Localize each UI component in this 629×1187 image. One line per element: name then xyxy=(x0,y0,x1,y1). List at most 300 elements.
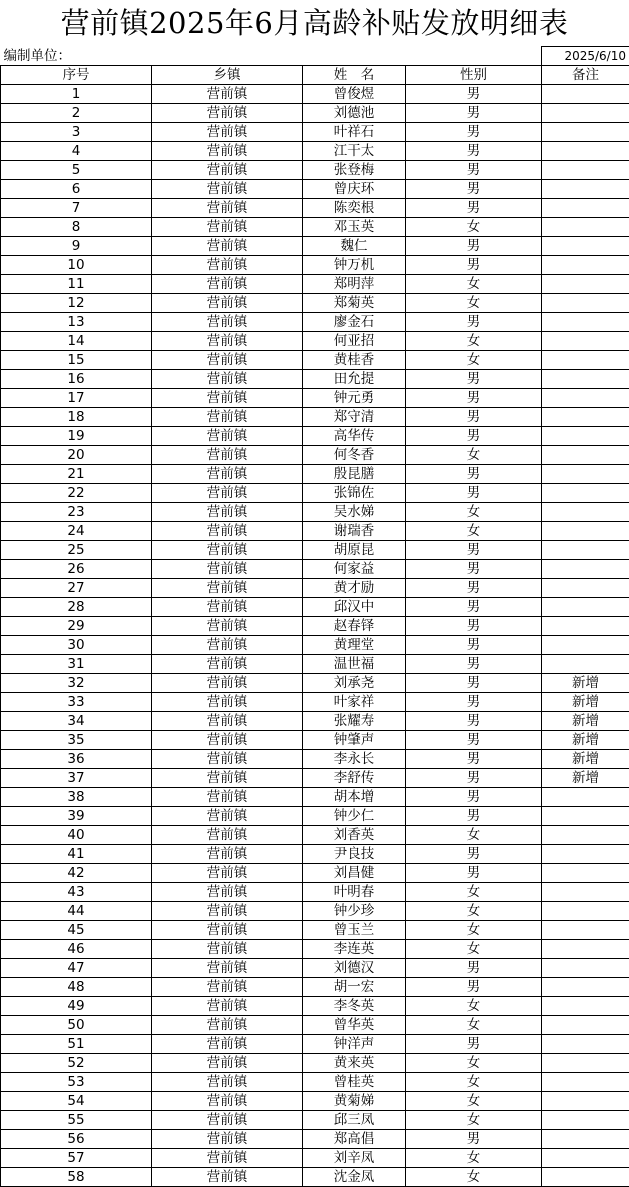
cell-no: 27 xyxy=(1,579,152,598)
cell-name: 曾华英 xyxy=(303,1016,406,1035)
cell-gender: 男 xyxy=(406,199,542,218)
table-row xyxy=(1,655,629,674)
cell-no: 10 xyxy=(1,256,152,275)
cell-town: 营前镇 xyxy=(152,218,303,237)
cell-town: 营前镇 xyxy=(152,959,303,978)
table-row xyxy=(1,370,629,389)
cell-gender: 男 xyxy=(406,731,542,750)
cell-name: 邱三凤 xyxy=(303,1111,406,1130)
cell-gender: 女 xyxy=(406,883,542,902)
cell-gender: 男 xyxy=(406,560,542,579)
cell-no: 31 xyxy=(1,655,152,674)
cell-name: 高华传 xyxy=(303,427,406,446)
cell-town: 营前镇 xyxy=(152,731,303,750)
table-row xyxy=(1,883,629,902)
cell-no: 34 xyxy=(1,712,152,731)
cell-note xyxy=(542,636,629,655)
cell-town: 营前镇 xyxy=(152,1168,303,1187)
cell-name: 李冬英 xyxy=(303,997,406,1016)
cell-gender: 男 xyxy=(406,161,542,180)
cell-no: 12 xyxy=(1,294,152,313)
cell-gender: 男 xyxy=(406,845,542,864)
cell-gender: 男 xyxy=(406,123,542,142)
cell-gender: 男 xyxy=(406,256,542,275)
cell-name: 张登梅 xyxy=(303,161,406,180)
cell-no: 49 xyxy=(1,997,152,1016)
table-row xyxy=(1,1054,629,1073)
meta-row xyxy=(1,47,629,66)
cell-gender: 男 xyxy=(406,807,542,826)
cell-name: 叶家祥 xyxy=(303,693,406,712)
table-row xyxy=(1,465,629,484)
cell-no: 38 xyxy=(1,788,152,807)
cell-note xyxy=(542,123,629,142)
table-row xyxy=(1,1111,629,1130)
cell-name: 李永长 xyxy=(303,750,406,769)
cell-note xyxy=(542,845,629,864)
cell-note xyxy=(542,161,629,180)
cell-town: 营前镇 xyxy=(152,104,303,123)
cell-note xyxy=(542,256,629,275)
table-row xyxy=(1,693,629,712)
cell-note xyxy=(542,294,629,313)
cell-no: 53 xyxy=(1,1073,152,1092)
cell-town: 营前镇 xyxy=(152,769,303,788)
cell-gender: 男 xyxy=(406,750,542,769)
cell-gender: 男 xyxy=(406,408,542,427)
cell-name: 钟元勇 xyxy=(303,389,406,408)
cell-town: 营前镇 xyxy=(152,864,303,883)
cell-no: 40 xyxy=(1,826,152,845)
cell-no: 28 xyxy=(1,598,152,617)
cell-town: 营前镇 xyxy=(152,693,303,712)
table-row xyxy=(1,218,629,237)
table-row xyxy=(1,123,629,142)
cell-note: 新增 xyxy=(542,769,629,788)
table-row xyxy=(1,617,629,636)
cell-no: 8 xyxy=(1,218,152,237)
cell-no: 21 xyxy=(1,465,152,484)
cell-no: 14 xyxy=(1,332,152,351)
cell-gender: 男 xyxy=(406,978,542,997)
table-row xyxy=(1,1073,629,1092)
cell-name: 郑明萍 xyxy=(303,275,406,294)
cell-no: 5 xyxy=(1,161,152,180)
cell-gender: 男 xyxy=(406,370,542,389)
cell-town: 营前镇 xyxy=(152,256,303,275)
cell-gender: 女 xyxy=(406,902,542,921)
cell-note xyxy=(542,522,629,541)
cell-town: 营前镇 xyxy=(152,1054,303,1073)
cell-note xyxy=(542,199,629,218)
table-row xyxy=(1,788,629,807)
cell-town: 营前镇 xyxy=(152,408,303,427)
cell-name: 尹良技 xyxy=(303,845,406,864)
cell-note xyxy=(542,1092,629,1111)
cell-no: 9 xyxy=(1,237,152,256)
cell-name: 何亚招 xyxy=(303,332,406,351)
cell-note xyxy=(542,807,629,826)
cell-gender: 女 xyxy=(406,294,542,313)
cell-no: 15 xyxy=(1,351,152,370)
cell-note xyxy=(542,1054,629,1073)
cell-name: 邓玉英 xyxy=(303,218,406,237)
cell-name: 钟肇声 xyxy=(303,731,406,750)
cell-no: 45 xyxy=(1,921,152,940)
table-row xyxy=(1,142,629,161)
table-row xyxy=(1,503,629,522)
cell-note xyxy=(542,1111,629,1130)
cell-no: 7 xyxy=(1,199,152,218)
header-name: 姓 名 xyxy=(303,66,406,85)
table-row xyxy=(1,864,629,883)
table-row xyxy=(1,351,629,370)
cell-town: 营前镇 xyxy=(152,845,303,864)
header-note: 备注 xyxy=(542,66,629,85)
cell-note xyxy=(542,237,629,256)
cell-gender: 男 xyxy=(406,427,542,446)
cell-town: 营前镇 xyxy=(152,883,303,902)
cell-note xyxy=(542,180,629,199)
cell-town: 营前镇 xyxy=(152,85,303,104)
cell-note xyxy=(542,1016,629,1035)
table-row xyxy=(1,294,629,313)
cell-note xyxy=(542,959,629,978)
cell-name: 刘承尧 xyxy=(303,674,406,693)
cell-town: 营前镇 xyxy=(152,940,303,959)
cell-town: 营前镇 xyxy=(152,1149,303,1168)
cell-note xyxy=(542,579,629,598)
cell-no: 46 xyxy=(1,940,152,959)
cell-gender: 男 xyxy=(406,579,542,598)
cell-no: 1 xyxy=(1,85,152,104)
table-row xyxy=(1,85,629,104)
cell-note xyxy=(542,598,629,617)
cell-note xyxy=(542,940,629,959)
cell-note xyxy=(542,465,629,484)
cell-town: 营前镇 xyxy=(152,902,303,921)
cell-note: 新增 xyxy=(542,731,629,750)
header-no: 序号 xyxy=(1,66,152,85)
cell-note xyxy=(542,484,629,503)
cell-name: 张锦佐 xyxy=(303,484,406,503)
cell-gender: 女 xyxy=(406,351,542,370)
cell-gender: 男 xyxy=(406,237,542,256)
cell-note xyxy=(542,978,629,997)
cell-note xyxy=(542,446,629,465)
cell-town: 营前镇 xyxy=(152,237,303,256)
cell-name: 黄才励 xyxy=(303,579,406,598)
cell-note xyxy=(542,788,629,807)
date-cell: 2025/6/10 xyxy=(542,47,629,66)
cell-no: 6 xyxy=(1,180,152,199)
cell-town: 营前镇 xyxy=(152,294,303,313)
cell-town: 营前镇 xyxy=(152,199,303,218)
cell-note xyxy=(542,560,629,579)
cell-gender: 女 xyxy=(406,332,542,351)
cell-no: 23 xyxy=(1,503,152,522)
cell-town: 营前镇 xyxy=(152,807,303,826)
cell-gender: 男 xyxy=(406,769,542,788)
cell-no: 29 xyxy=(1,617,152,636)
table-row xyxy=(1,560,629,579)
cell-name: 钟洋声 xyxy=(303,1035,406,1054)
cell-name: 黄菊娣 xyxy=(303,1092,406,1111)
cell-town: 营前镇 xyxy=(152,636,303,655)
cell-name: 郑菊英 xyxy=(303,294,406,313)
cell-gender: 女 xyxy=(406,921,542,940)
cell-town: 营前镇 xyxy=(152,1016,303,1035)
cell-no: 44 xyxy=(1,902,152,921)
cell-no: 2 xyxy=(1,104,152,123)
table-row xyxy=(1,256,629,275)
cell-gender: 男 xyxy=(406,389,542,408)
cell-no: 43 xyxy=(1,883,152,902)
cell-gender: 女 xyxy=(406,218,542,237)
cell-note xyxy=(542,408,629,427)
cell-town: 营前镇 xyxy=(152,389,303,408)
cell-name: 刘辛凤 xyxy=(303,1149,406,1168)
cell-name: 刘香英 xyxy=(303,826,406,845)
cell-gender: 女 xyxy=(406,1168,542,1187)
table-row xyxy=(1,959,629,978)
cell-town: 营前镇 xyxy=(152,750,303,769)
table-row xyxy=(1,104,629,123)
cell-no: 36 xyxy=(1,750,152,769)
cell-no: 58 xyxy=(1,1168,152,1187)
cell-note xyxy=(542,1130,629,1149)
cell-name: 李舒传 xyxy=(303,769,406,788)
cell-town: 营前镇 xyxy=(152,313,303,332)
cell-gender: 男 xyxy=(406,313,542,332)
table-row xyxy=(1,921,629,940)
cell-town: 营前镇 xyxy=(152,1073,303,1092)
cell-no: 51 xyxy=(1,1035,152,1054)
cell-town: 营前镇 xyxy=(152,560,303,579)
cell-name: 郑高倡 xyxy=(303,1130,406,1149)
cell-gender: 女 xyxy=(406,522,542,541)
table-row xyxy=(1,541,629,560)
cell-name: 叶明春 xyxy=(303,883,406,902)
cell-name: 钟少仁 xyxy=(303,807,406,826)
cell-gender: 女 xyxy=(406,1073,542,1092)
cell-gender: 女 xyxy=(406,826,542,845)
cell-town: 营前镇 xyxy=(152,370,303,389)
cell-note xyxy=(542,104,629,123)
table-row xyxy=(1,199,629,218)
cell-gender: 男 xyxy=(406,788,542,807)
cell-name: 殷昆膳 xyxy=(303,465,406,484)
sheet-title: 营前镇2025年6月高龄补贴发放明细表 xyxy=(0,0,629,46)
table-row xyxy=(1,712,629,731)
cell-town: 营前镇 xyxy=(152,674,303,693)
cell-no: 18 xyxy=(1,408,152,427)
cell-note xyxy=(542,389,629,408)
cell-town: 营前镇 xyxy=(152,142,303,161)
cell-no: 16 xyxy=(1,370,152,389)
cell-name: 黄来英 xyxy=(303,1054,406,1073)
cell-name: 胡原昆 xyxy=(303,541,406,560)
table-row xyxy=(1,598,629,617)
cell-no: 54 xyxy=(1,1092,152,1111)
cell-note xyxy=(542,85,629,104)
cell-name: 江干太 xyxy=(303,142,406,161)
table-row xyxy=(1,1168,629,1187)
table-row xyxy=(1,389,629,408)
table-row xyxy=(1,826,629,845)
cell-town: 营前镇 xyxy=(152,1130,303,1149)
cell-town: 营前镇 xyxy=(152,921,303,940)
cell-gender: 女 xyxy=(406,1111,542,1130)
cell-town: 营前镇 xyxy=(152,1035,303,1054)
table-row xyxy=(1,332,629,351)
cell-note: 新增 xyxy=(542,674,629,693)
cell-no: 26 xyxy=(1,560,152,579)
cell-town: 营前镇 xyxy=(152,978,303,997)
cell-name: 邱汉中 xyxy=(303,598,406,617)
cell-name: 曾桂英 xyxy=(303,1073,406,1092)
cell-gender: 男 xyxy=(406,1130,542,1149)
cell-no: 4 xyxy=(1,142,152,161)
cell-name: 郑守清 xyxy=(303,408,406,427)
cell-name: 田允提 xyxy=(303,370,406,389)
cell-name: 吴水娣 xyxy=(303,503,406,522)
cell-no: 20 xyxy=(1,446,152,465)
cell-no: 50 xyxy=(1,1016,152,1035)
cell-no: 30 xyxy=(1,636,152,655)
cell-town: 营前镇 xyxy=(152,503,303,522)
cell-gender: 女 xyxy=(406,1092,542,1111)
cell-gender: 男 xyxy=(406,180,542,199)
cell-no: 25 xyxy=(1,541,152,560)
cell-gender: 女 xyxy=(406,503,542,522)
cell-name: 何冬香 xyxy=(303,446,406,465)
cell-name: 钟万机 xyxy=(303,256,406,275)
cell-note xyxy=(542,370,629,389)
cell-note xyxy=(542,218,629,237)
table-row xyxy=(1,940,629,959)
cell-name: 赵春铎 xyxy=(303,617,406,636)
table-row xyxy=(1,1130,629,1149)
table-row xyxy=(1,1092,629,1111)
cell-name: 叶祥石 xyxy=(303,123,406,142)
cell-gender: 男 xyxy=(406,142,542,161)
cell-note xyxy=(542,332,629,351)
table-row xyxy=(1,731,629,750)
header-gender: 性别 xyxy=(406,66,542,85)
cell-gender: 男 xyxy=(406,693,542,712)
cell-gender: 男 xyxy=(406,1035,542,1054)
cell-name: 钟少珍 xyxy=(303,902,406,921)
table-row xyxy=(1,1016,629,1035)
cell-no: 17 xyxy=(1,389,152,408)
cell-no: 33 xyxy=(1,693,152,712)
cell-no: 47 xyxy=(1,959,152,978)
header-town: 乡镇 xyxy=(152,66,303,85)
cell-town: 营前镇 xyxy=(152,180,303,199)
cell-no: 3 xyxy=(1,123,152,142)
cell-name: 曾玉兰 xyxy=(303,921,406,940)
cell-gender: 男 xyxy=(406,655,542,674)
cell-note xyxy=(542,826,629,845)
cell-town: 营前镇 xyxy=(152,161,303,180)
cell-note xyxy=(542,1035,629,1054)
cell-town: 营前镇 xyxy=(152,522,303,541)
cell-town: 营前镇 xyxy=(152,788,303,807)
table-row xyxy=(1,579,629,598)
cell-no: 24 xyxy=(1,522,152,541)
cell-gender: 女 xyxy=(406,940,542,959)
cell-note xyxy=(542,503,629,522)
table-row xyxy=(1,180,629,199)
cell-name: 曾俊煜 xyxy=(303,85,406,104)
table-row xyxy=(1,446,629,465)
cell-name: 黄桂香 xyxy=(303,351,406,370)
cell-name: 曾庆环 xyxy=(303,180,406,199)
cell-town: 营前镇 xyxy=(152,427,303,446)
unit-label: 编制单位： xyxy=(1,47,406,66)
cell-note xyxy=(542,655,629,674)
cell-note: 新增 xyxy=(542,750,629,769)
cell-name: 李连英 xyxy=(303,940,406,959)
table-row xyxy=(1,313,629,332)
cell-no: 41 xyxy=(1,845,152,864)
cell-no: 35 xyxy=(1,731,152,750)
cell-no: 19 xyxy=(1,427,152,446)
cell-name: 刘德池 xyxy=(303,104,406,123)
cell-town: 营前镇 xyxy=(152,484,303,503)
table-row xyxy=(1,636,629,655)
table-row xyxy=(1,845,629,864)
cell-no: 55 xyxy=(1,1111,152,1130)
table-row xyxy=(1,522,629,541)
cell-note xyxy=(542,142,629,161)
cell-gender: 女 xyxy=(406,1016,542,1035)
cell-gender: 男 xyxy=(406,85,542,104)
cell-note: 新增 xyxy=(542,712,629,731)
cell-town: 营前镇 xyxy=(152,712,303,731)
cell-town: 营前镇 xyxy=(152,332,303,351)
cell-gender: 男 xyxy=(406,864,542,883)
meta-empty-cell xyxy=(406,47,542,66)
cell-name: 沈金凤 xyxy=(303,1168,406,1187)
cell-gender: 男 xyxy=(406,674,542,693)
cell-gender: 女 xyxy=(406,446,542,465)
cell-gender: 男 xyxy=(406,636,542,655)
cell-note xyxy=(542,1168,629,1187)
cell-town: 营前镇 xyxy=(152,123,303,142)
cell-name: 黄理堂 xyxy=(303,636,406,655)
table-row xyxy=(1,161,629,180)
cell-name: 温世福 xyxy=(303,655,406,674)
cell-gender: 男 xyxy=(406,484,542,503)
table-row xyxy=(1,408,629,427)
table-row xyxy=(1,275,629,294)
cell-name: 刘昌健 xyxy=(303,864,406,883)
header-row xyxy=(1,66,629,85)
table-row xyxy=(1,237,629,256)
table-row xyxy=(1,807,629,826)
cell-gender: 女 xyxy=(406,1054,542,1073)
cell-note xyxy=(542,1149,629,1168)
cell-gender: 女 xyxy=(406,1149,542,1168)
cell-gender: 女 xyxy=(406,997,542,1016)
cell-gender: 男 xyxy=(406,104,542,123)
table-row xyxy=(1,997,629,1016)
cell-note xyxy=(542,1073,629,1092)
cell-gender: 女 xyxy=(406,275,542,294)
cell-town: 营前镇 xyxy=(152,465,303,484)
